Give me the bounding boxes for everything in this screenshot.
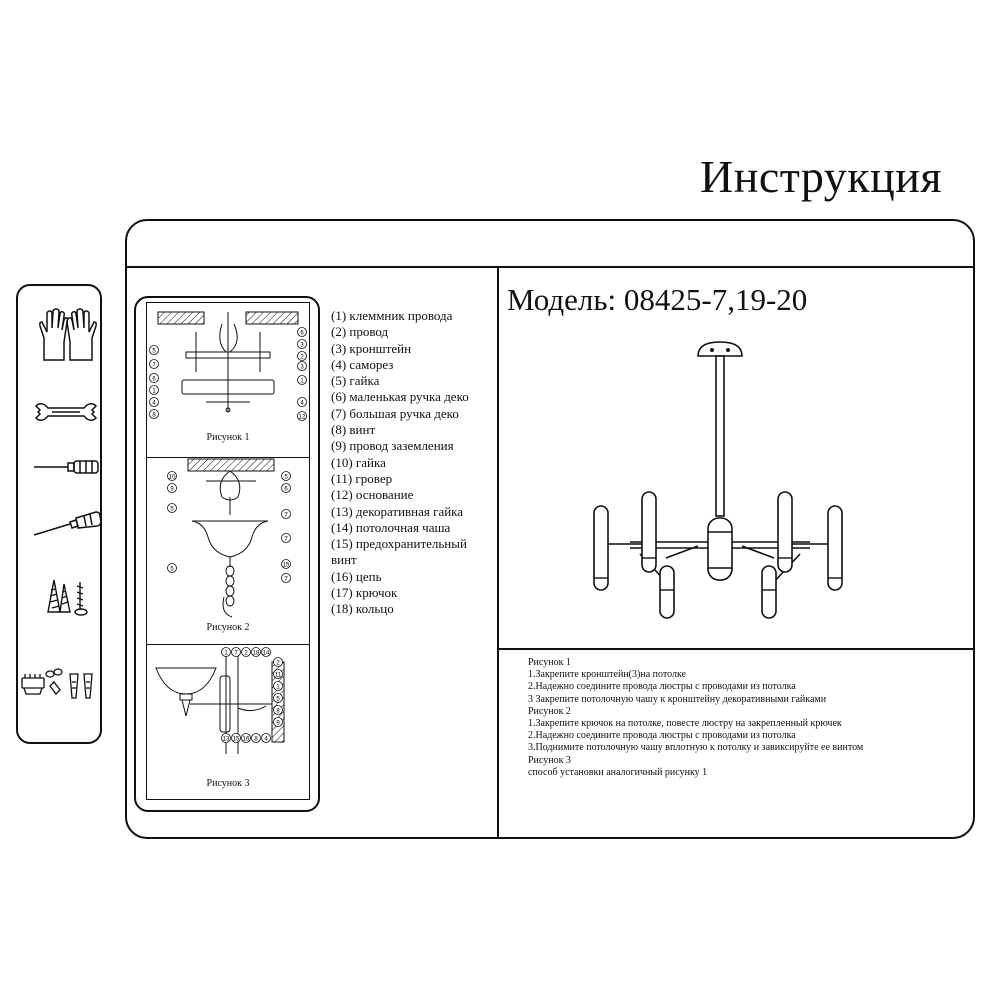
callout-badge: [298, 340, 307, 349]
part-item: (5) гайка: [331, 373, 380, 389]
callout-badge: [274, 718, 283, 727]
part-item: (1) клеммник провода: [331, 308, 453, 323]
figure-2-caption: Рисунок 2: [206, 622, 250, 633]
part-item: (9) провод заземления: [331, 438, 454, 454]
callout-number: 5: [170, 506, 174, 513]
callout-number: 15: [232, 736, 240, 743]
callout-number: 6: [152, 376, 156, 383]
callout-badge: [168, 484, 177, 493]
instruction-line: Рисунок 3: [528, 754, 571, 766]
terminal-connectors-icon: [20, 664, 100, 704]
callout-number: 9: [276, 720, 280, 727]
callout-number: 7: [284, 512, 288, 519]
callout-badge: [150, 386, 159, 395]
callout-badge: [274, 694, 283, 703]
parts-list: [331, 308, 491, 618]
part-item: (13) декоративная гайка: [331, 503, 464, 519]
instruction-steps: [528, 657, 968, 779]
callout-number: 15: [282, 562, 290, 569]
wrench-icon: [34, 402, 98, 422]
callout-badge: [252, 734, 261, 743]
callout-badge: [232, 734, 241, 743]
part-item: (18) кольцо: [331, 601, 394, 617]
part-item: (7) большая ручка деко: [331, 405, 459, 421]
callout-number: 2: [300, 354, 304, 361]
callout-number: 18: [252, 650, 260, 657]
callout-badge: [150, 410, 159, 419]
callout-badge: [242, 648, 251, 657]
callout-badge: [282, 574, 291, 583]
callout-number: 2: [244, 650, 248, 657]
callout-number: 6: [300, 330, 304, 337]
callout-badge: [274, 658, 283, 667]
callout-badge: [298, 398, 307, 407]
callout-number: 11: [274, 672, 282, 679]
callout-number: 5: [170, 566, 174, 573]
callout-badge: [282, 472, 291, 481]
callout-number: 7: [234, 650, 238, 657]
callout-number: 8: [276, 708, 280, 715]
phillips-screwdriver-icon: [32, 512, 102, 538]
instruction-line: 1.Закрепите кронштейн(3)на потолке: [528, 669, 686, 681]
part-item: (11) гровер: [331, 470, 393, 486]
instruction-line: 3.Поднимите потолочную чашу вплотную к потолку и завиксируйте ее винтом: [528, 742, 864, 754]
callout-badge: [282, 484, 291, 493]
figure-1-caption: Рисунок 1: [206, 432, 250, 443]
gloves-icon: [38, 308, 98, 362]
callout-number: 5: [284, 474, 288, 481]
callout-badge: [274, 682, 283, 691]
part-item: (16) цепь: [331, 568, 382, 584]
vertical-divider: [497, 266, 499, 838]
callout-badge: [168, 564, 177, 573]
callout-badge: [274, 706, 283, 715]
callout-number: 9: [170, 486, 174, 493]
callout-number: 1: [300, 378, 304, 385]
part-item: (12) основание: [331, 487, 414, 503]
instruction-line: 2.Надежно соедините провода люстры с проводами из потолка: [528, 681, 796, 693]
part-item: (14) потолочная чаша: [331, 519, 451, 535]
part-item: (6) маленькая ручка деко: [331, 389, 469, 405]
flat-screwdriver-icon: [32, 458, 102, 476]
callout-badge: [150, 346, 159, 355]
callout-number: 14: [262, 650, 270, 657]
instruction-line: 1.Закрепите крючок на потолке, повесте люстру на закрепленный крючек: [528, 718, 842, 730]
part-item: (3) кронштейн: [331, 340, 412, 356]
callout-badge: [274, 670, 283, 679]
callout-number: 1: [224, 650, 228, 657]
part-item: (10) гайка: [331, 454, 386, 470]
callout-number: 5: [276, 696, 280, 703]
callout-number: 10: [168, 474, 176, 481]
instruction-line: Рисунок 2: [528, 705, 571, 717]
part-item: (17) крючок: [331, 585, 398, 601]
callout-badge: [298, 362, 307, 371]
chandelier-illustration: [580, 336, 870, 626]
part-item: (4) саморез: [331, 356, 394, 372]
callout-number: 8: [152, 412, 156, 419]
callout-number: 1: [276, 684, 280, 691]
instruction-line: способ установки аналогичный рисунку 1: [528, 766, 708, 778]
callout-number: 4: [152, 400, 156, 407]
callout-badge: [242, 734, 251, 743]
callout-badge: [252, 648, 261, 657]
callout-badge: [298, 412, 307, 421]
callout-number: 7: [284, 576, 288, 583]
callout-badge: [150, 398, 159, 407]
callout-number: 4: [300, 400, 304, 407]
callout-number: 16: [242, 736, 250, 743]
part-item: (8) винт: [331, 422, 376, 438]
callout-number: 12: [298, 414, 306, 421]
callout-badge: [262, 734, 271, 743]
callout-badge: [298, 352, 307, 361]
page-title: Инструкция: [700, 151, 943, 202]
callout-number: 2: [276, 660, 280, 667]
horizontal-divider: [497, 648, 974, 650]
callout-number: 6: [284, 486, 288, 493]
callout-badge: [222, 648, 231, 657]
callout-badge: [232, 648, 241, 657]
header-divider: [126, 266, 974, 268]
callout-number: 13: [222, 736, 230, 743]
callout-number: 3: [300, 342, 304, 349]
callout-number: 3: [300, 364, 304, 371]
anchors-screws-icon: [44, 578, 94, 618]
callout-badge: [262, 648, 271, 657]
callout-number: 1: [152, 388, 156, 395]
callout-badge: [282, 560, 291, 569]
part-item: (15) предохранительный: [331, 536, 467, 552]
callout-badge: [168, 504, 177, 513]
callout-badge: [222, 734, 231, 743]
callout-badge: [298, 328, 307, 337]
callout-badge: [282, 534, 291, 543]
callout-number: 7: [152, 362, 156, 369]
instruction-line: 2.Надежно соедините провода люстры с проводами из потолка: [528, 730, 796, 742]
instruction-line: Рисунок 1: [528, 657, 571, 668]
callout-badge: [150, 374, 159, 383]
callout-badge: [150, 360, 159, 369]
callout-number: 4: [264, 736, 268, 743]
callout-badge: [298, 376, 307, 385]
model-label: Модель: 08425-7,19-20: [507, 282, 808, 317]
callout-number: 5: [152, 348, 156, 355]
callout-badge: [282, 510, 291, 519]
part-item: винт: [331, 552, 357, 568]
figure-3-caption: Рисунок 3: [206, 778, 250, 789]
callout-number: 8: [254, 736, 258, 743]
part-item: (2) провод: [331, 324, 389, 340]
callout-badge: [168, 472, 177, 481]
figure-callouts: [146, 302, 310, 800]
callout-number: 7: [284, 536, 288, 543]
instruction-line: 3 Закрепите потолочную чашу к кронштейну декоративными гайками: [528, 693, 827, 705]
